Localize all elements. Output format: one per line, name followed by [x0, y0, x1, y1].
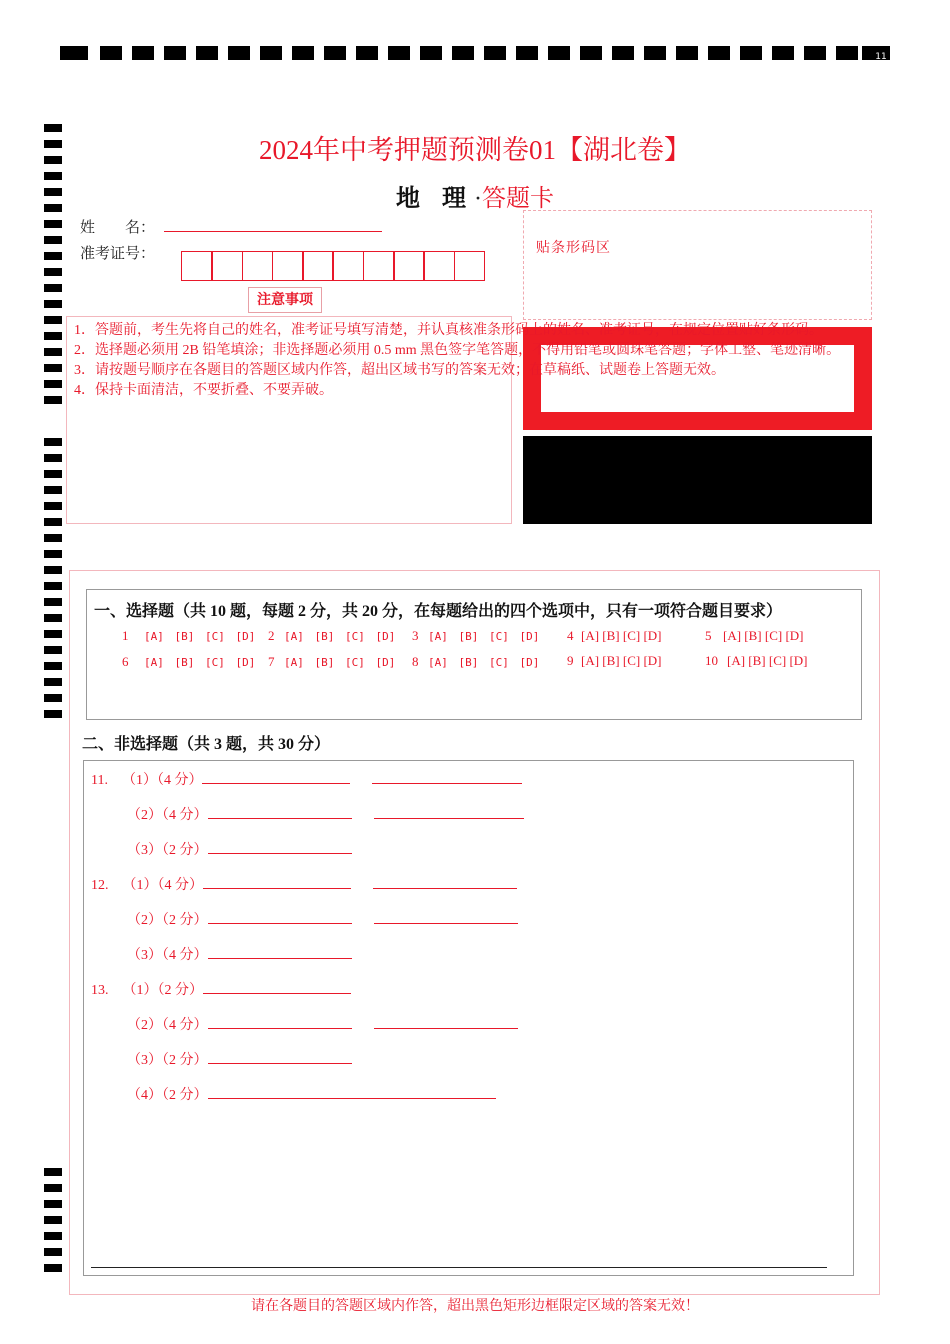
answer-blank[interactable] [208, 805, 352, 819]
answer-blank[interactable] [203, 875, 351, 889]
question-13-part-2: （2）（4 分） [127, 1014, 518, 1034]
question-number: 11. [91, 773, 108, 788]
bottom-rule [91, 1267, 827, 1268]
page-number: 11 [875, 52, 887, 62]
notice-item: 4．保持卡面清洁，不要折叠、不要弄破。 [74, 383, 333, 398]
id-digit-box[interactable] [423, 251, 455, 281]
mc-question[interactable]: 2 [A] [B] [C] [D] [268, 628, 396, 643]
subject-name: 地 理 [396, 186, 474, 212]
id-digit-box[interactable] [302, 251, 334, 281]
answer-card-label: 答题卡 [482, 186, 554, 212]
mc-question[interactable]: 10 [A] [B] [C] [D] [705, 653, 808, 668]
title-separator: · [474, 186, 482, 212]
exam-id-boxes[interactable] [181, 251, 484, 281]
answer-blank[interactable] [372, 770, 522, 784]
notice-item: 3．请按题号顺序在各题目的答题区域内作答，超出区域书写的答案无效；在草稿纸、试题卷上答题无效。 [74, 363, 725, 378]
id-digit-box[interactable] [181, 251, 213, 281]
question-12-part-2: （2）（2 分） [127, 909, 518, 929]
mc-question[interactable]: 9 [A] [B] [C] [D] [567, 653, 662, 668]
id-digit-box[interactable] [242, 251, 274, 281]
answer-blank[interactable] [208, 945, 352, 959]
footer-warning: 请在各题目的答题区域内作答，超出黑色矩形边框限定区域的答案无效！ [251, 1299, 699, 1314]
answer-blank[interactable] [374, 805, 524, 819]
notice-list [74, 321, 950, 401]
answer-blank[interactable] [374, 1015, 518, 1029]
question-12-part-1: 12. （1）（4 分） [91, 874, 517, 894]
notice-item: 2．选择题必须用 2B 铅笔填涂；非选择题必须用 0.5 mm 黑色签字笔答题，不得用铅笔或圆珠笔答题；字体工整、笔迹清晰。 [74, 343, 841, 358]
notice-item: 1．答题前，考生先将自己的姓名，准考证号填写清楚，并认真核准条形码上的姓名、准考证号，在规定位置贴好条形码。 [74, 323, 823, 338]
left-timing-marks [44, 124, 62, 1284]
black-redaction-box [523, 436, 872, 524]
notice-title: 注意事项 [248, 287, 322, 313]
id-digit-box[interactable] [211, 251, 243, 281]
mc-question[interactable]: 4 [A] [B] [C] [D] [567, 628, 662, 643]
question-11-part-1: 11. （1）（4 分） [91, 769, 522, 789]
question-11-part-3: （3）（2 分） [127, 839, 352, 859]
top-timing-marks [60, 46, 890, 62]
answer-blank[interactable] [208, 910, 352, 924]
mc-question[interactable]: 1 [A] [B] [C] [D] [122, 628, 256, 643]
id-digit-box[interactable] [363, 251, 395, 281]
answer-blank[interactable] [374, 910, 518, 924]
id-digit-box[interactable] [393, 251, 425, 281]
barcode-area[interactable] [523, 210, 872, 320]
barcode-label: 贴条形码区 [536, 241, 611, 256]
question-number: 13. [91, 983, 109, 998]
exam-id-label: 准考证号： [80, 246, 156, 262]
mc-question[interactable]: 5 [A] [B] [C] [D] [705, 628, 804, 643]
mc-question[interactable]: 7 [A] [B] [C] [D] [268, 654, 396, 669]
mc-question[interactable]: 3 [A] [B] [C] [D] [412, 628, 540, 643]
name-field[interactable] [164, 231, 382, 232]
question-number: 12. [91, 878, 109, 893]
question-13-part-3: （3）（2 分） [127, 1049, 352, 1069]
id-digit-box[interactable] [454, 251, 486, 281]
id-digit-box[interactable] [332, 251, 364, 281]
multiple-choice-title: 一、选择题（共 10 题，每题 2 分，共 20 分，在每题给出的四个选项中，只有一项符合题目要求） [94, 603, 783, 620]
answer-blank[interactable] [208, 1050, 352, 1064]
answer-blank[interactable] [202, 770, 350, 784]
mc-question[interactable]: 6 [A] [B] [C] [D] [122, 654, 256, 669]
question-12-part-3: （3）（4 分） [127, 944, 352, 964]
answer-blank[interactable] [208, 1015, 352, 1029]
question-13-part-1: 13. （1）（2 分） [91, 979, 351, 999]
answer-blank[interactable] [208, 840, 352, 854]
mc-question[interactable]: 8 [A] [B] [C] [D] [412, 654, 540, 669]
card-subtitle [0, 178, 950, 213]
name-label: 姓 名： [80, 220, 156, 236]
exam-title: 2024年中考押题预测卷01【湖北卷】 [259, 135, 691, 165]
question-11-part-2: （2）（4 分） [127, 804, 524, 824]
id-digit-box[interactable] [272, 251, 304, 281]
answer-blank[interactable] [203, 980, 351, 994]
answer-blank[interactable] [208, 1085, 496, 1099]
question-13-part-4: （4）（2 分） [127, 1084, 496, 1104]
non-choice-title: 二、非选择题（共 3 题，共 30 分） [82, 736, 331, 753]
answer-blank[interactable] [373, 875, 517, 889]
